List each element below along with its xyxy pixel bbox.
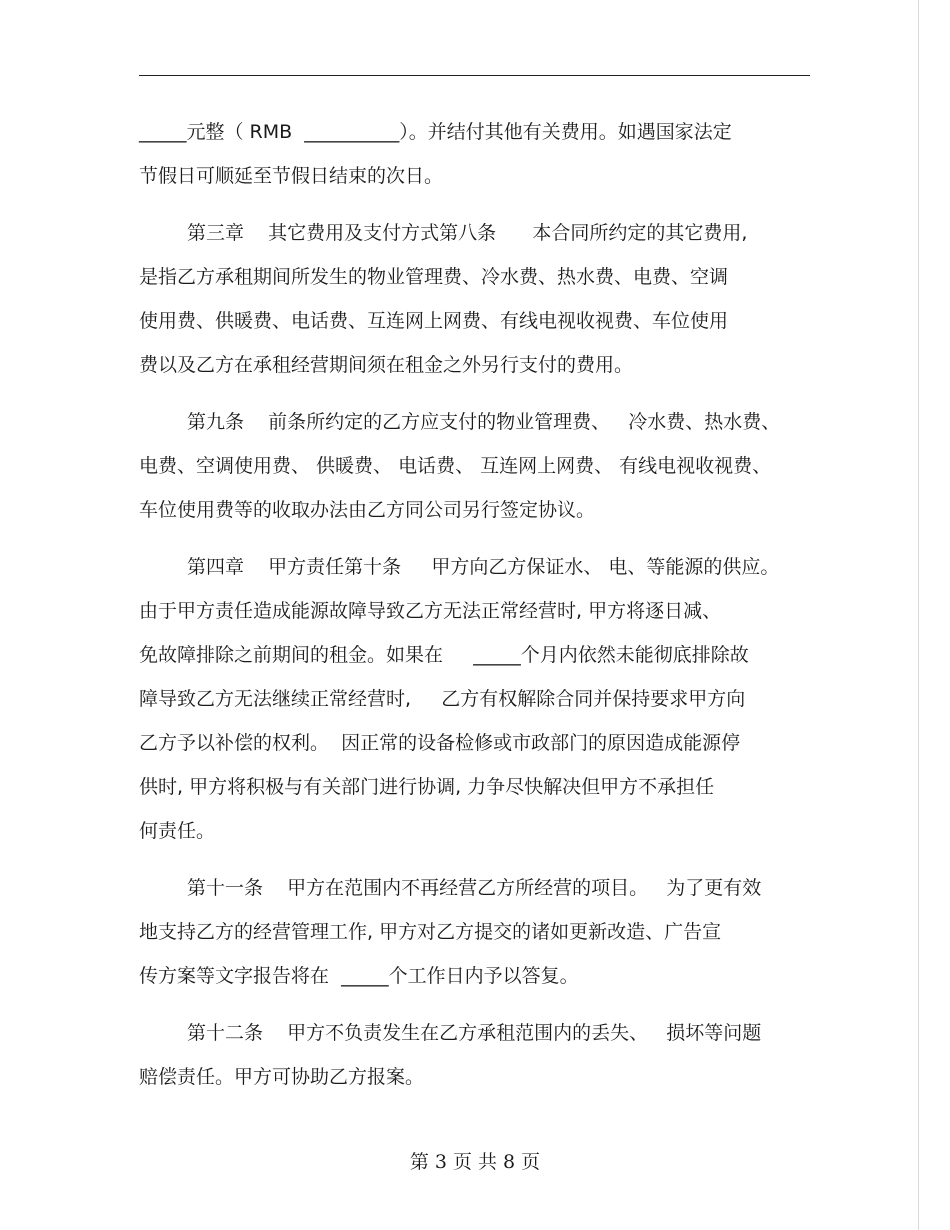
text-line: 何责任。 bbox=[139, 820, 216, 842]
text-line: 节假日可顺延至节假日结束的次日。 bbox=[139, 165, 444, 187]
text-line: 乙方予以补偿的权利。 因正常的设备检修或市政部门的原因造成能源停 bbox=[139, 732, 741, 754]
paragraph-article-eleven bbox=[139, 866, 811, 998]
paragraph-article-twelve bbox=[139, 1011, 811, 1099]
text-line: 赔偿责任。甲方可协助乙方报案。 bbox=[139, 1066, 425, 1088]
paragraph-article-nine bbox=[139, 400, 811, 532]
text-line: 是指乙方承租期间所发生的物业管理费、冷水费、热水费、电费、空调 bbox=[139, 266, 729, 288]
text-line: 费以及乙方在承租经营期间须在租金之外另行支付的费用。 bbox=[139, 354, 634, 376]
paragraph-chapter-three bbox=[139, 211, 811, 387]
text-line: 第九条 前条所约定的乙方应支付的物业管理费、 冷水费、热水费、 bbox=[187, 411, 781, 433]
text-line: 第四章 甲方责任第十条 甲方向乙方保证水、 电、等能源的供应。 bbox=[187, 556, 780, 578]
text-line: 障导致乙方无法继续正常经营时, 乙方有权解除合同并保持要求甲方向 bbox=[139, 688, 746, 710]
text-line: 传方案等文字报告将在 _____个工作日内予以答复。 bbox=[139, 965, 579, 987]
text-line: 供时, 甲方将积极与有关部门进行协调, 力争尽快解决但甲方不承担任 bbox=[139, 776, 715, 798]
paragraph-chapter-four bbox=[139, 545, 811, 853]
text-line: 由于甲方责任造成能源故障导致乙方无法正常经营时, 甲方将逐日减、 bbox=[139, 600, 722, 622]
page-number-footer: 第 3 页 共 8 页 bbox=[409, 1151, 541, 1173]
text-line: _____元整（ RMB __________）。并结付其他有关费用。如遇国家法定 bbox=[139, 121, 732, 143]
text-line: 使用费、供暖费、电话费、互连网上网费、有线电视收视费、车位使用 bbox=[139, 310, 729, 332]
text-line: 地支持乙方的经营管理工作, 甲方对乙方提交的诸如更新改造、广告宣 bbox=[139, 921, 722, 943]
page-edge-divider bbox=[918, 0, 919, 1230]
document-body bbox=[139, 110, 811, 1112]
header-rule bbox=[139, 75, 810, 76]
text-line: 车位使用费等的收取办法由乙方同公司另行签定协议。 bbox=[139, 499, 596, 521]
text-line: 电费、空调使用费、 供暖费、 电话费、 互连网上网费、 有线电视收视费、 bbox=[139, 455, 772, 477]
paragraph-rent-payment bbox=[139, 110, 811, 198]
text-line: 第十二条 甲方不负责发生在乙方承租范围内的丢失、 损坏等问题 bbox=[187, 1022, 762, 1044]
text-line: 第三章 其它费用及支付方式第八条 本合同所约定的其它费用, bbox=[187, 222, 748, 244]
text-line: 免故障排除之前期间的租金。如果在 _____个月内依然未能彻底排除故 bbox=[139, 644, 749, 666]
text-line: 第十一条 甲方在范围内不再经营乙方所经营的项目。 为了更有效 bbox=[187, 877, 762, 899]
